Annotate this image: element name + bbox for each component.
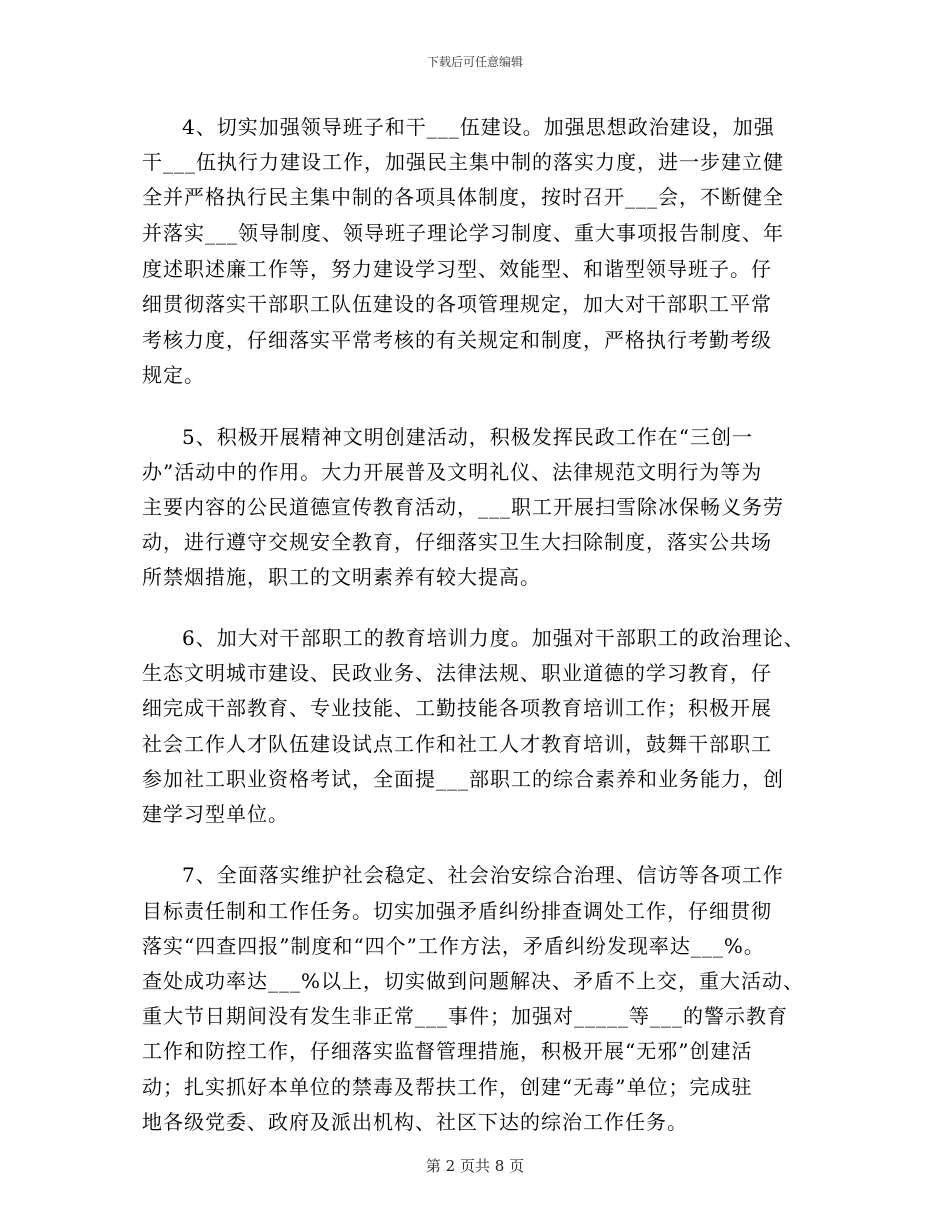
paragraph-line: 动，进行遵守交规安全教育，仔细落实卫生大扫除制度，落实公共场 (142, 530, 772, 554)
paragraph-line: 重大节日期间没有发生非正常___事件；加强对_____等___的警示教育 (142, 1004, 788, 1028)
paragraph-line: 社会工作人才队伍建设试点工作和社工人才教育培训，鼓舞干部职工 (142, 732, 772, 756)
paragraph-line: 度述职述廉工作等，努力建设学习型、效能型、和谐型领导班子。仔 (142, 257, 772, 281)
paragraph-line: 参加社工职业资格考试，全面提___部职工的综合素养和业务能力，创 (142, 767, 784, 791)
paragraph-line: 办”活动中的作用。大力开展普及文明礼仪、法律规范文明行为等为 (142, 460, 763, 484)
paragraph-first-line: 6、加大对干部职工的教育培训力度。加强对干部职工的政治理论、 (182, 626, 805, 650)
paragraph-line: 地各级党委、政府及派出机构、社区下达的综治工作任务。 (142, 1110, 688, 1134)
paragraph-line: 生态文明城市建设、民政业务、法律法规、职业道德的学习教育，仔 (142, 661, 772, 685)
paragraph-line: 工作和防控工作，仔细落实监督管理措施，积极开展“无邪”创建活 (142, 1039, 753, 1063)
paragraph-line: 细贯彻落实干部职工队伍建设的各项管理规定，加大对干部职工平常 (142, 292, 772, 316)
paragraph-line: 全并严格执行民主集中制的各项具体制度，按时召开___会，不断健全 (142, 185, 784, 209)
paragraph-first-line: 4、切实加强领导班子和干___伍建设。加强思想政治建设，加强 (182, 115, 775, 139)
paragraph-line: 细完成干部教育、专业技能、工勤技能各项教育培训工作；积极开展 (142, 696, 772, 720)
paragraph-line: 规定。 (142, 363, 205, 387)
paragraph-line: 目标责任制和工作任务。切实加强矛盾纠纷排查调处工作，仔细贯彻 (142, 899, 772, 923)
paragraph-line: 建学习型单位。 (142, 802, 289, 826)
paragraph-line: 所禁烟措施，职工的文明素养有较大提高。 (142, 565, 541, 589)
paragraph-line: 干___伍执行力建设工作，加强民主集中制的落实力度，进一步建立健 (142, 150, 784, 174)
paragraph-line: 并落实___领导制度、领导班子理论学习制度、重大事项报告制度、年 (142, 221, 784, 245)
paragraph-line: 考核力度，仔细落实平常考核的有关规定和制度，严格执行考勤考级 (142, 328, 772, 352)
paragraph-first-line: 7、全面落实维护社会稳定、社会治安综合治理、信访等各项工作 (182, 863, 784, 887)
paragraph-line: 落实“四查四报”制度和“四个”工作方法，矛盾纠纷发现率达___%。 (142, 934, 765, 958)
paragraph-line: 主要内容的公民道德宣传教育活动，___职工开展扫雪除冰保畅义务劳 (142, 495, 784, 519)
paragraph-line: 查处成功率达___%以上，切实做到问题解决、矛盾不上交，重大活动、 (142, 969, 805, 993)
page-number: 第 2 页共 8 页 (425, 1157, 525, 1175)
paragraph-first-line: 5、积极开展精神文明创建活动，积极发挥民政工作在“三创一 (182, 425, 753, 449)
header-note: 下载后可任意编辑 (426, 55, 523, 69)
paragraph-line: 动；扎实抓好本单位的禁毒及帮扶工作，创建“无毒”单位；完成驻 (142, 1075, 753, 1099)
